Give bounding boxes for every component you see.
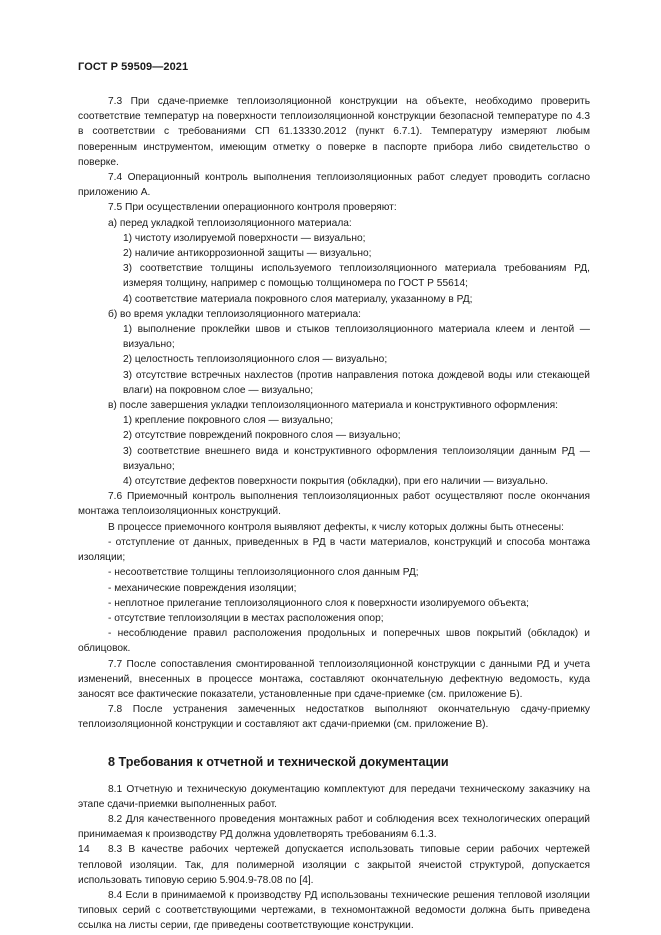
document-header: ГОСТ Р 59509—2021 (78, 61, 189, 73)
paragraph-7-3: 7.3 При сдаче-приемке теплоизоляционной конструкции на объекте, необходимо проверить соответствие температур на поверхности теплоизоляционной конструкции безопасной температуре по 4.3 в соответствии с требованиями СП 61.13330.2012 (пункт 6.7.1). Температуру измеряют любым поверенным инструментом, имеющим отметку о поверке в паспорте прибора либо свидетельство о поверке. (78, 96, 590, 168)
list-item-v3: 3) соответствие внешнего вида и конструктивного оформления теплоизоляции данным РД — визуально; (123, 445, 590, 472)
page-number: 14 (78, 843, 90, 855)
document-body (78, 94, 590, 934)
list-item-b: б) во время укладки теплоизоляционного материала: (108, 308, 361, 320)
paragraph-7-7: 7.7 После сопоставления смонтированной теплоизоляционной конструкции с данными РД и учета изменений, внесенных в процессе монтажа, составляют окончательную дефектную ведомость, куда заносят все фактические показатели, установленные при сдаче-приемке (см. приложение Б). (78, 658, 590, 700)
defect-item: - неплотное прилегание теплоизоляционного слоя к поверхности изолируемого объекта; (108, 597, 529, 609)
defect-item: - несоответствие толщины теплоизоляционного слоя данным РД; (108, 567, 419, 579)
list-item-b2: 2) целостность теплоизоляционного слоя — визуально; (123, 354, 388, 366)
paragraph-8-2: 8.2 Для качественного проведения монтажных работ и соблюдения всех технологических операций принимаемая к производству РД должна удовлетворять требованиям 6.1.3. (78, 813, 590, 841)
list-item-a4: 4) соответствие материала покровного слоя материалу, указанному в РД; (123, 293, 473, 305)
paragraph-7-4: 7.4 Операционный контроль выполнения теплоизоляционных работ следует проводить согласно приложению А. (78, 172, 590, 199)
list-item-v1: 1) крепление покровного слоя — визуально; (123, 415, 334, 427)
defect-item: - отступление от данных, приведенных в РД в части материалов, конструкций и способа монтажа изоляции; (78, 536, 590, 564)
paragraph-7-8: 7.8 После устранения замеченных недостатков выполняют окончательную сдачу-приемку теплоизоляционной конструкции и составляют акт сдачи-приемки (см. приложение В). (78, 704, 590, 731)
paragraph-8-4: 8.4 Если в принимаемой к производству РД использованы технические решения тепловой изоляции типовых серий с соответствующими чертежами, в техномонтажной ведомости должна быть приведена ссылка на листы серии, где приведены соответствующие конструкции. (78, 889, 590, 932)
list-item-v4: 4) отсутствие дефектов поверхности покрытия (обкладки), при его наличии — визуально. (123, 476, 549, 488)
list-item-b3: 3) отсутствие встречных нахлестов (против направления потока дождевой воды или стекающей влаги) на покровном слое — визуально; (123, 369, 590, 396)
paragraph-8-1: 8.1 Отчетную и техническую документацию комплектуют для передачи техническому заказчику на этапе сдачи-приемки выполненных работ. (78, 783, 590, 810)
paragraph-8-3: 8.3 В качестве рабочих чертежей допускается использовать типовые серии рабочих чертежей тепловой изоляции. Так, для полимерной изоляции с закрытой ячеистой структурой, допускается использовать типовую серию 5.904.9-78.08 по [4]. (78, 844, 590, 886)
list-item-b1: 1) выполнение проклейки швов и стыков теплоизоляционного материала клеем и лентой — визуально; (123, 324, 590, 351)
list-item-a2: 2) наличие антикоррозионной защиты — визуально; (123, 248, 372, 260)
paragraph-7-5: 7.5 При осуществлении операционного контроля проверяют: (108, 202, 397, 214)
defect-item: - несоблюдение правил расположения продольных и поперечных швов покрытий (обкладок) и облицовок. (78, 628, 590, 655)
defect-item: - механические повреждения изоляции; (108, 582, 297, 594)
paragraph-defects-intro: В процессе приемочного контроля выявляют дефекты, к числу которых должны быть отнесены: (108, 521, 564, 533)
list-item-a3: 3) соответствие толщины используемого теплоизоляционного материала требованиям РД, измеряя толщину, например с помощью толщиномера по ГОСТ Р 55614; (123, 263, 590, 290)
defect-item: - отсутствие теплоизоляции в местах расположения опор; (108, 612, 384, 624)
section-8-title: 8 Требования к отчетной и технической документации (108, 754, 449, 769)
list-item-a1: 1) чистоту изолируемой поверхности — визуально; (123, 232, 366, 244)
paragraph-7-6: 7.6 Приемочный контроль выполнения теплоизоляционных работ осуществляют после окончания монтажа теплоизоляционных конструкций. (78, 491, 590, 518)
list-item-v: в) после завершения укладки теплоизоляционного материала и конструктивного оформления: (108, 400, 558, 412)
list-item-v2: 2) отсутствие повреждений покровного слоя — визуально; (123, 430, 401, 442)
list-item-a: а) перед укладкой теплоизоляционного материала: (108, 217, 352, 229)
